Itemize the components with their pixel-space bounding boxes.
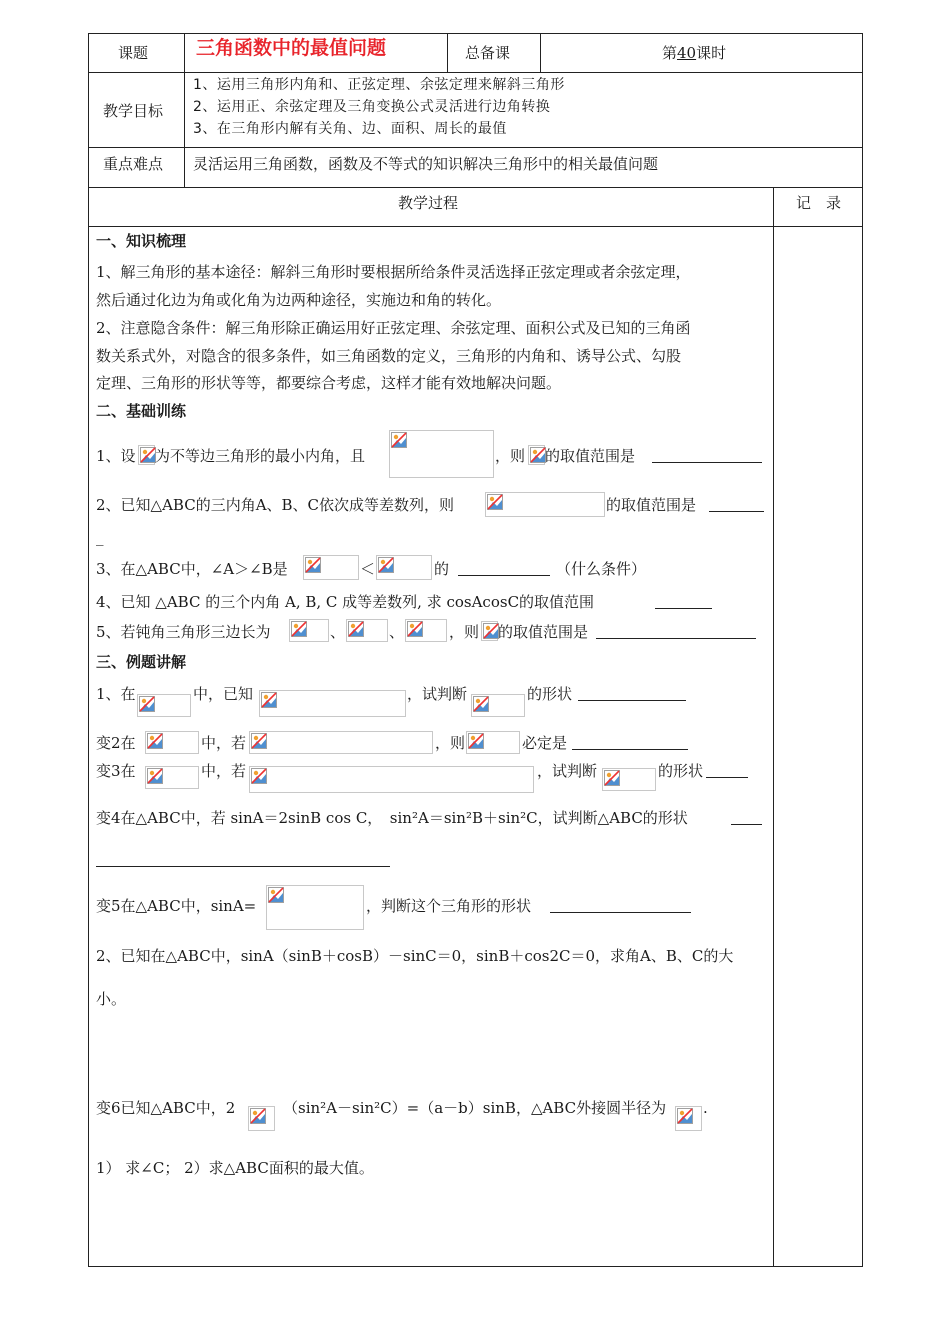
objective-2: 2、运用正、余弦定理及三角变换公式灵活进行边角转换 bbox=[193, 99, 551, 115]
table-rule-3 bbox=[88, 187, 863, 188]
v6-text-c: . bbox=[703, 1099, 708, 1117]
e1-text-a: 1、在 bbox=[96, 685, 136, 703]
v3-text-c: ，试判断 bbox=[537, 762, 598, 780]
topic-label: 课题 bbox=[118, 44, 149, 62]
v3-text-d: 的形状 bbox=[658, 762, 704, 780]
section1-line-3: 2、注意隐含条件：解三角形除正确运用好正弦定理、余弦定理、面积公式及已知的三角函 bbox=[96, 319, 691, 337]
q3-text-a: 3、在△ABC中，∠A＞∠B是 bbox=[96, 560, 288, 578]
formula-image-icon bbox=[249, 731, 433, 754]
q5-text-e: 的取值范围是 bbox=[498, 623, 589, 641]
formula-image-icon bbox=[249, 766, 534, 793]
e2-line-2: 小。 bbox=[96, 990, 127, 1008]
q5-text-a: 5、若钝角三角形三边长为 bbox=[96, 623, 271, 641]
process-label: 教学过程 bbox=[398, 194, 459, 212]
record-label: 记 录 bbox=[796, 194, 842, 212]
v6-text-a: 变6已知△ABC中，2 bbox=[96, 1099, 236, 1117]
objective-3: 3、在三角形内解有关角、边、面积、周长的最值 bbox=[193, 121, 507, 137]
answer-blank bbox=[655, 608, 712, 609]
formula-image-icon bbox=[405, 619, 447, 642]
q5-text-b: 、 bbox=[330, 623, 346, 641]
lesson-num: 40 bbox=[677, 44, 697, 62]
e1-text-b: 中，已知 bbox=[193, 685, 254, 703]
v4-text-a: 变4在△ABC中，若 sinA＝2sinB cos C， sin²A＝sin²B＋sin²C，试判断△ABC的形状 bbox=[96, 809, 688, 827]
v2-text-d: 必定是 bbox=[522, 734, 568, 752]
table-rule-4 bbox=[88, 226, 863, 227]
v6-line-2: 1） 求∠C； 2）求△ABC面积的最大值。 bbox=[96, 1159, 374, 1177]
table-border-right bbox=[862, 33, 863, 1267]
table-rule-1 bbox=[88, 72, 863, 73]
formula-image-icon bbox=[248, 1106, 275, 1131]
answer-blank bbox=[652, 462, 762, 463]
section1-heading: 一、知识梳理 bbox=[96, 232, 187, 250]
v2-text-c: ，则 bbox=[435, 734, 466, 752]
v5-text-a: 变5在△ABC中，sinA= bbox=[96, 897, 257, 915]
formula-image-icon bbox=[266, 885, 364, 930]
v5-text-b: ，判断这个三角形的形状 bbox=[366, 897, 532, 915]
formula-image-icon bbox=[602, 768, 656, 791]
q3-text-b: ＜ bbox=[360, 560, 376, 578]
formula-image-icon bbox=[289, 619, 329, 642]
answer-blank bbox=[709, 511, 764, 512]
formula-image-icon bbox=[303, 555, 359, 580]
answer-blank bbox=[578, 700, 686, 701]
lesson-prefix: 第 bbox=[662, 44, 678, 62]
key-points-label: 重点难点 bbox=[103, 155, 164, 173]
q2-text-a: 2、已知△ABC的三内角A、B、C依次成等差数列，则 bbox=[96, 496, 455, 514]
q2-text-c: _ bbox=[96, 528, 104, 546]
v6-text-b: （sin²A－sin²C）=（a－b）sinB，△ABC外接圆半径为 bbox=[283, 1099, 667, 1117]
e2-line-1: 2、已知在△ABC中，sinA（sinB＋cosB）－sinC＝0，sinB＋cos2C＝0，求角A、B、C的大 bbox=[96, 947, 734, 965]
q1-text-b: 为不等边三角形的最小内角，且 bbox=[155, 447, 366, 465]
q4-text-a: 4、已知 △ABC 的三个内角 A, B, C 成等差数列, 求 cosAcosC的取值范围 bbox=[96, 593, 595, 611]
v2-text-a: 变2在 bbox=[96, 734, 136, 752]
table-col-review-left bbox=[447, 33, 448, 72]
section3-heading: 三、例题讲解 bbox=[96, 653, 187, 671]
formula-image-icon bbox=[145, 766, 199, 789]
q1-text-a: 1、设 bbox=[96, 447, 136, 465]
formula-image-icon bbox=[675, 1106, 702, 1131]
v3-text-a: 变3在 bbox=[96, 762, 136, 780]
q3-text-c: 的 bbox=[434, 560, 450, 578]
table-col-record bbox=[773, 187, 774, 1266]
e1-text-c: ，试判断 bbox=[407, 685, 468, 703]
table-border-bottom bbox=[88, 1266, 863, 1267]
table-col-review-right bbox=[540, 33, 541, 72]
answer-blank bbox=[458, 575, 550, 576]
formula-image-icon bbox=[346, 619, 388, 642]
answer-blank bbox=[706, 777, 748, 778]
formula-image-icon bbox=[466, 731, 520, 754]
section1-line-5: 定理、三角形的形状等等，都要综合考虑，这样才能有效地解决问题。 bbox=[96, 374, 562, 392]
formula-image-icon bbox=[138, 445, 155, 465]
formula-image-icon bbox=[259, 690, 406, 717]
v2-text-b: 中，若 bbox=[201, 734, 247, 752]
answer-blank bbox=[731, 824, 762, 825]
objectives-label: 教学目标 bbox=[103, 102, 164, 120]
answer-blank bbox=[96, 866, 390, 867]
section1-line-2: 然后通过化边为角或化角为边两种途径，实施边和角的转化。 bbox=[96, 291, 502, 309]
key-points-text: 灵活运用三角函数，函数及不等式的知识解决三角形中的相关最值问题 bbox=[193, 155, 659, 173]
review-label: 总备课 bbox=[465, 44, 511, 62]
formula-image-icon bbox=[528, 445, 545, 465]
objective-1: 1、运用三角形内角和、正弦定理、余弦定理来解斜三角形 bbox=[193, 77, 565, 93]
q5-text-c: 、 bbox=[389, 623, 405, 641]
q5-text-d: ，则 bbox=[449, 623, 480, 641]
formula-image-icon bbox=[389, 430, 494, 478]
answer-blank bbox=[572, 749, 688, 750]
table-border-left bbox=[88, 33, 89, 1267]
section1-line-4: 数关系式外，对隐含的很多条件，如三角函数的定义，三角形的内角和、诱导公式、勾股 bbox=[96, 347, 682, 365]
q2-text-b: 的取值范围是 bbox=[606, 496, 697, 514]
q1-text-c: ，则 bbox=[495, 447, 526, 465]
q1-text-d: 的取值范围是 bbox=[545, 447, 636, 465]
page-title: 三角函数中的最值问题 bbox=[196, 37, 387, 59]
section2-heading: 二、基础训练 bbox=[96, 402, 187, 420]
q3-text-d: （什么条件） bbox=[556, 560, 647, 578]
v3-text-b: 中，若 bbox=[201, 762, 247, 780]
formula-image-icon bbox=[145, 731, 199, 754]
table-rule-2 bbox=[88, 147, 863, 148]
e1-text-d: 的形状 bbox=[527, 685, 573, 703]
lesson-suffix: 课时 bbox=[696, 44, 727, 62]
formula-image-icon bbox=[137, 694, 191, 717]
table-col-label bbox=[184, 33, 185, 187]
formula-image-icon bbox=[485, 492, 605, 517]
formula-image-icon bbox=[376, 555, 432, 580]
answer-blank bbox=[596, 638, 756, 639]
answer-blank bbox=[550, 912, 691, 913]
lesson-number bbox=[662, 43, 726, 63]
section1-line-1: 1、解三角形的基本途径：解斜三角形时要根据所给条件灵活选择正弦定理或者余弦定理， bbox=[96, 263, 691, 281]
formula-image-icon bbox=[471, 694, 525, 717]
formula-image-icon bbox=[481, 621, 498, 641]
